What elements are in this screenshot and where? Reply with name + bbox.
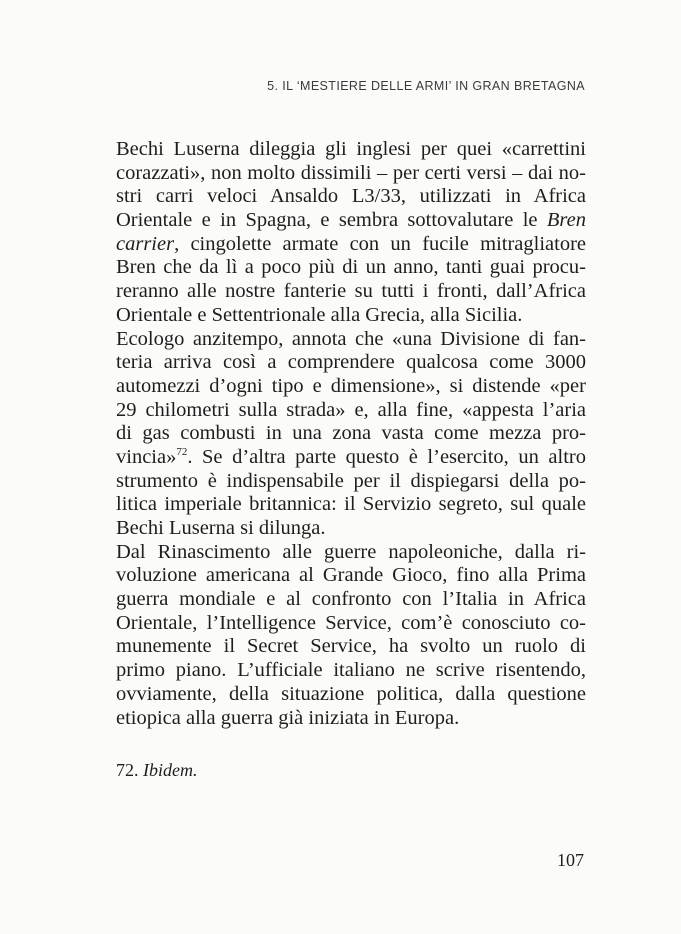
text-line [116,541,586,565]
text-line-pre: Orientale e in Spagna, e sembra sottovalutare le [116,209,547,232]
footnote [116,760,197,781]
italic-term: carrier [116,232,175,255]
footnote-number: 72. [116,760,139,780]
text-line-content: Ecologo anzitempo, annota che «una Divisione di fan- [116,327,586,350]
text-line [116,683,586,707]
text-line-content: Orientale e Settentrionale alla Grecia, alla Sicilia. [116,303,523,326]
text-line [116,328,586,352]
page-number: 107 [557,850,584,870]
text-line-content: teria arriva così a comprendere qualcosa come 3000 [116,351,586,374]
text-line [116,209,586,233]
footnote-text: Ibidem. [143,760,198,780]
text-line-post: , cingolette armate con un fucile mitragliatore [174,232,586,255]
text-line-content: Bren che da lì a poco più di un anno, tanti guai procu- [116,256,586,279]
text-line-content: Bechi Luserna si dilunga. [116,517,326,539]
text-line [116,612,586,636]
text-line-content: guerra mondiale e al confronto con l’Italia in Africa [116,588,586,611]
text-line [116,351,586,375]
text-line [116,493,586,517]
text-line [116,256,586,280]
text-line-content: corazzati», non molto dissimili – per certi versi – dai no- [116,161,586,184]
text-line-content: munemente il Secret Service, ha svolto un ruolo di [116,635,586,658]
text-line-post: . Se d’altra parte questo è l’esercito, un altro [187,445,586,468]
text-line [116,517,586,541]
text-line [116,304,586,328]
text-line-content: etiopica alla guerra già iniziata in Europa. [116,706,460,729]
text-line-content: automezzi d’ogni tipo e dimensione», si distende «per [116,374,586,397]
text-line [116,185,586,209]
text-line [116,399,586,423]
text-line [116,422,586,446]
text-line-content: Orientale, l’Intelligence Service, com’è conosciuto co- [116,611,586,634]
text-line [116,470,586,494]
text-line [116,446,586,470]
text-line-content: Dal Rinascimento alle guerre napoleoniche, dalla ri- [116,540,586,563]
footnote-reference: 72 [176,446,188,459]
text-line [116,233,586,257]
text-line-content: litica imperiale britannica: il Servizio segreto, sul quale [116,493,586,516]
text-line-content: reranno alle nostre fanterie su tutti i fronti, dall’Africa [116,280,586,303]
text-line-content: ovviamente, della situazione politica, dalla questione [116,682,586,705]
body-text [116,138,586,730]
text-line-content: stri carri veloci Ansaldo L3/33, utilizzati in Africa [116,185,586,208]
text-line-content: voluzione americana al Grande Gioco, fino alla Prima [116,564,586,587]
text-line-content: strumento è indispensabile per il dispiegarsi della po- [116,469,586,492]
text-line [116,659,586,683]
running-head: 5. IL ‘MESTIERE DELLE ARMI’ IN GRAN BRETAGNA [267,79,585,93]
text-line [116,138,586,162]
text-line [116,588,586,612]
italic-term: Bren [546,209,586,232]
text-line [116,162,586,186]
text-line [116,280,586,304]
text-line-content: Bechi Luserna dileggia gli inglesi per quei «carrettini [116,138,586,160]
text-line-content: 29 chilometri sulla strada» e, alla fine, «appesta l’aria [116,398,586,421]
text-line-pre: vincia» [116,445,177,468]
text-line [116,707,586,731]
text-line [116,635,586,659]
text-line [116,375,586,399]
text-line-content: di gas combusti in una zona vasta come mezza pro- [116,422,586,445]
text-line-content: primo piano. L’ufficiale italiano ne scrive risentendo, [116,659,586,682]
text-line [116,564,586,588]
